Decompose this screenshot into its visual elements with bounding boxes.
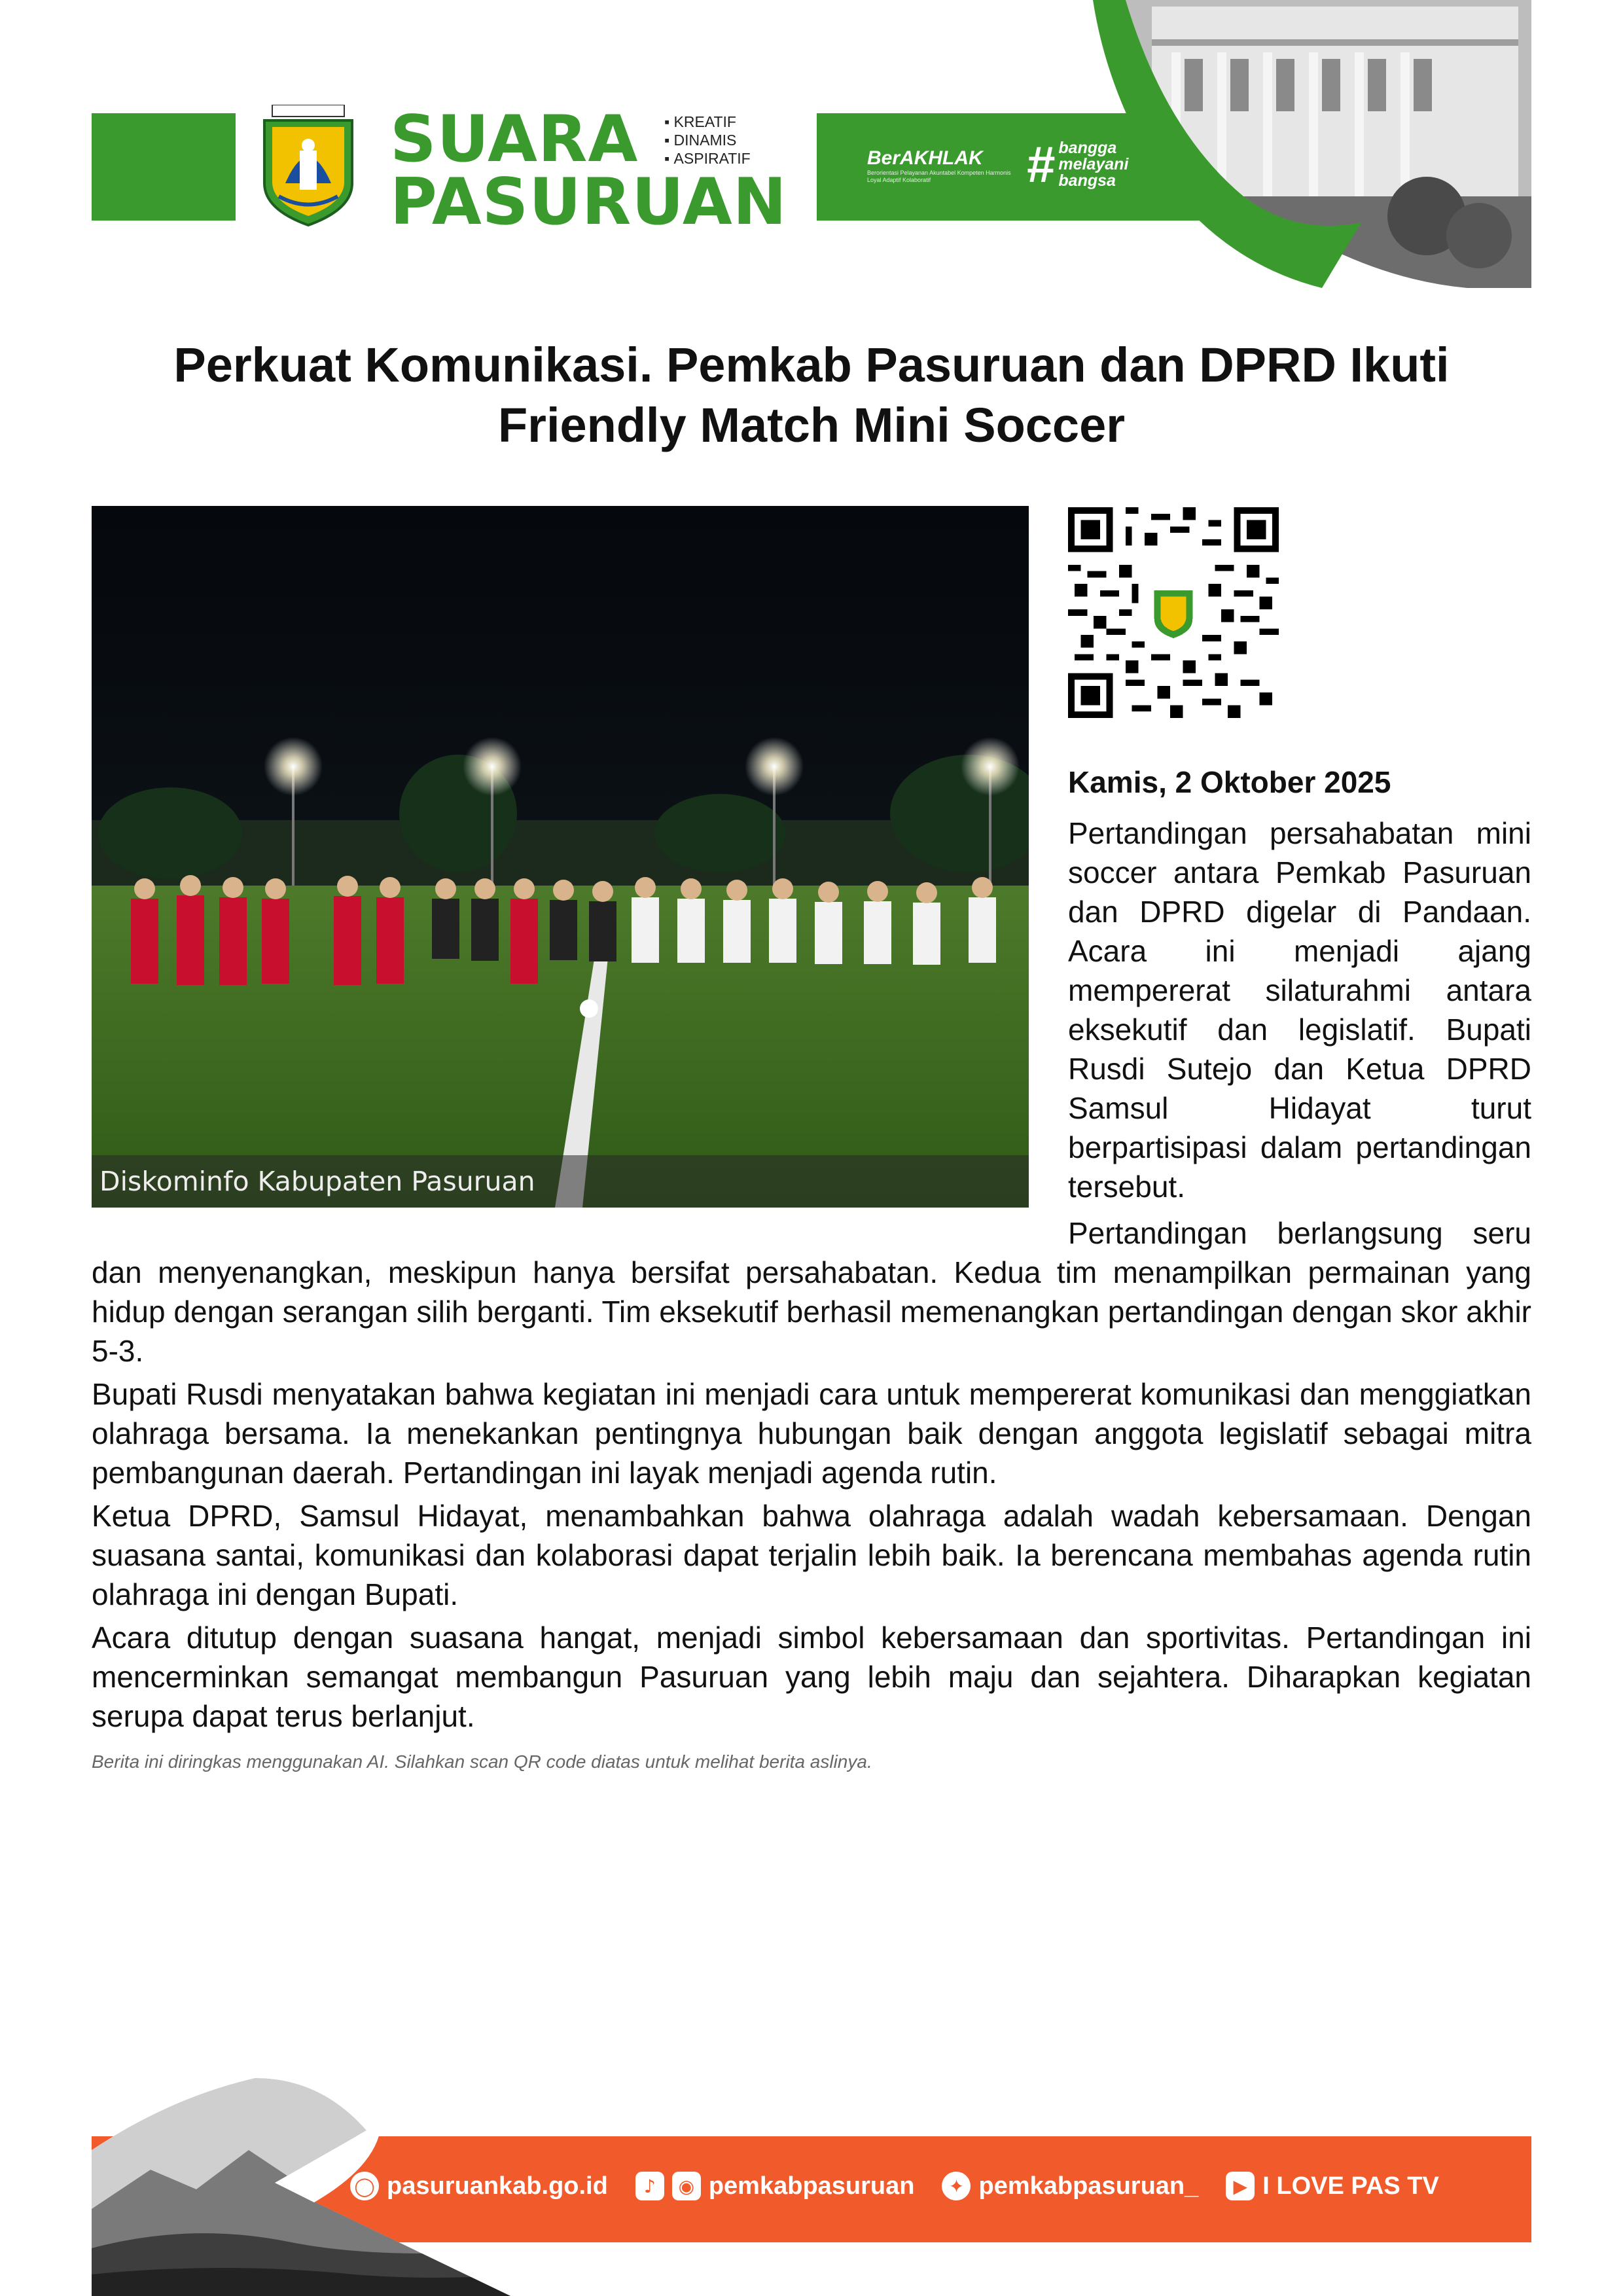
instagram-icon: ◉ bbox=[672, 2172, 701, 2200]
footer-instagram-link[interactable] bbox=[635, 2172, 915, 2200]
brand-taglines bbox=[664, 113, 751, 168]
berakhlak-title: BerAKHLAK bbox=[867, 147, 983, 169]
twitter-icon: ✦ bbox=[942, 2172, 971, 2200]
bangga-word: melayani bbox=[1058, 154, 1129, 173]
soccer-match-photo bbox=[92, 506, 1029, 1208]
article-date: Kamis, 2 Oktober 2025 bbox=[1068, 765, 1391, 799]
footer-twitter-label: pemkabpasuruan_ bbox=[978, 2172, 1199, 2200]
article-paragraph-5: Acara ditutup dengan suasana hangat, menjadi simbol kebersamaan dan sportivitas. Pertandingan ini mencerminkan semangat membangun Pasuruan yang lebih maju dan sejahtera. Diharapkan kegiatan serupa dapat terus berlanjut. bbox=[92, 1621, 1531, 1733]
brand-line-1: SUARA bbox=[390, 102, 639, 177]
article-title bbox=[85, 335, 1538, 456]
footer-website-label: pasuruankab.go.id bbox=[387, 2172, 608, 2200]
article-paragraph-1: Pertandingan persahabatan mini soccer antara Pemkab Pasuruan dan DPRD digelar di Pandaan. Acara ini menjadi ajang mempererat silaturahmi antara eksekutif dan legislatif. Bupati Rusdi Sutejo dan Ketua DPRD Samsul Hidayat turut berpartisipasi dalam pertandingan tersebut. bbox=[1068, 816, 1531, 1204]
bangga-word: bangsa bbox=[1058, 171, 1116, 190]
berakhlak-logo bbox=[867, 147, 1018, 184]
article-paragraph-3: Bupati Rusdi menyatakan bahwa kegiatan ini menjadi cara untuk mempererat komunikasi dan menggiatkan olahraga bersama. Ia menekankan pentingnya hubungan baik dengan anggota legislatif sebagai mitra pembangunan daerah. Pertandingan ini layak menjadi agenda rutin. bbox=[92, 1377, 1531, 1490]
qr-code[interactable] bbox=[1068, 507, 1279, 718]
bangga-hash: # bbox=[1026, 135, 1055, 193]
tagline-item: ▪ ASPIRATIF bbox=[664, 149, 751, 168]
article-paragraph-4: Ketua DPRD, Samsul Hidayat, menambahkan bahwa olahraga adalah wadah kebersamaan. Dengan suasana santai, komunikasi dan kolaborasi dapat terjalin lebih baik. Ia berencana membahas agenda rutin olahraga ini dengan Bupati. bbox=[92, 1499, 1531, 1611]
article-title-line-1: Perkuat Komunikasi. Pemkab Pasuruan dan DPRD Ikuti bbox=[173, 338, 1450, 392]
youtube-icon: ▶ bbox=[1226, 2172, 1255, 2200]
photo-caption-bar bbox=[92, 1155, 1029, 1208]
globe-icon: ◯ bbox=[350, 2172, 379, 2200]
footer-youtube-link[interactable] bbox=[1226, 2172, 1439, 2200]
tiktok-icon: ♪ bbox=[635, 2172, 664, 2200]
header-green-block-left bbox=[92, 113, 236, 221]
article-paragraph-2: Pertandingan berlangsung seru dan menyenangkan, meskipun hanya bersifat persahabatan. Kedua tim menampilkan permainan yang hidup dengan serangan silih berganti. Tim eksekutif berhasil memenangkan pertandingan dengan skor akhir 5-3. bbox=[92, 1216, 1531, 1368]
government-building-photo bbox=[1021, 0, 1531, 288]
footer-instagram-label: pemkabpasuruan bbox=[708, 2172, 915, 2200]
footer-twitter-link[interactable] bbox=[942, 2172, 1198, 2200]
article-body bbox=[92, 1214, 1531, 1740]
brand-line-2: PASURUAN bbox=[390, 165, 787, 240]
berakhlak-subtitle: Berorientasi Pelayanan Akuntabel Kompeten Harmonis Loyal Adaptif Kolaboratif bbox=[867, 170, 1011, 183]
pasuruan-crest-logo bbox=[259, 105, 357, 226]
tagline-item: ▪ DINAMIS bbox=[664, 131, 751, 149]
footer-website-link[interactable] bbox=[350, 2172, 608, 2200]
tagline-item: ▪ KREATIF bbox=[664, 113, 751, 131]
bangga-word: bangga bbox=[1058, 138, 1117, 157]
ai-summary-note: Berita ini diringkas menggunakan AI. Silahkan scan QR code diatas untuk melihat berita aslinya. bbox=[92, 1751, 872, 1772]
footer-youtube-label: I LOVE PAS TV bbox=[1262, 2172, 1439, 2200]
article-title-line-2: Friendly Match Mini Soccer bbox=[497, 398, 1126, 452]
photo-caption: Diskominfo Kabupaten Pasuruan bbox=[99, 1166, 535, 1197]
footer-links bbox=[350, 2172, 1467, 2200]
